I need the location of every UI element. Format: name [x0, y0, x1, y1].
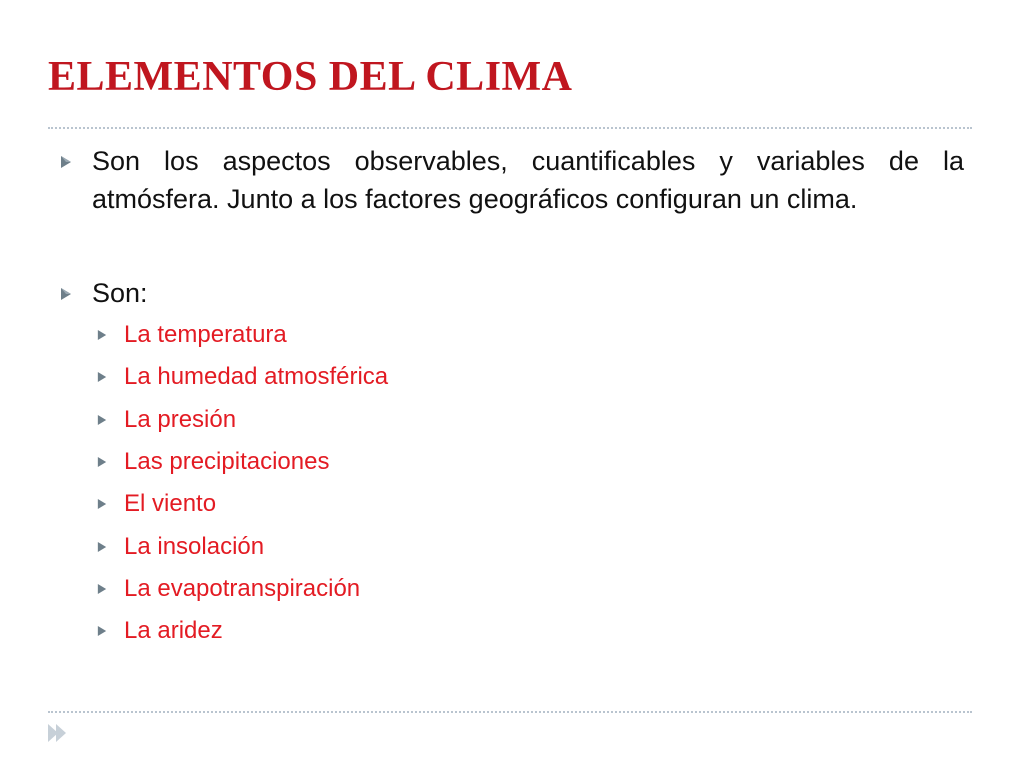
- subitem-precipitaciones: Las precipitaciones: [124, 448, 330, 475]
- subitem-viento: El viento: [124, 490, 217, 517]
- subitem-insolacion: La insolación: [124, 533, 265, 560]
- bullet-definition: Son los aspectos observables, cuantificables y variables de la atmósfera. Junto a los factores geográficos configuran un clima.: [92, 146, 964, 214]
- top-divider: [48, 127, 972, 129]
- triangle-bullet-icon: [97, 498, 107, 510]
- triangle-bullet-icon: [97, 583, 107, 595]
- subitem-aridez: La aridez: [124, 617, 223, 644]
- triangle-bullet-icon: [97, 456, 107, 468]
- bottom-divider: [48, 711, 972, 713]
- triangle-bullet-icon: [97, 414, 107, 426]
- triangle-bullet-icon: [60, 287, 72, 301]
- subitem-humedad: La humedad atmosférica: [124, 363, 389, 390]
- triangle-bullet-icon: [97, 371, 107, 383]
- triangle-bullet-icon: [97, 329, 107, 341]
- bullet-son: Son:: [92, 278, 148, 308]
- triangle-bullet-icon: [97, 541, 107, 553]
- subitem-temperatura: La temperatura: [124, 321, 287, 348]
- subitem-presion: La presión: [124, 406, 237, 433]
- triangle-bullet-icon: [97, 625, 107, 637]
- slide-title: ELEMENTOS DEL CLIMA: [48, 54, 573, 100]
- double-chevron-icon: [46, 718, 68, 748]
- subitem-evapotranspiracion: La evapotranspiración: [124, 575, 361, 602]
- triangle-bullet-icon: [60, 155, 72, 169]
